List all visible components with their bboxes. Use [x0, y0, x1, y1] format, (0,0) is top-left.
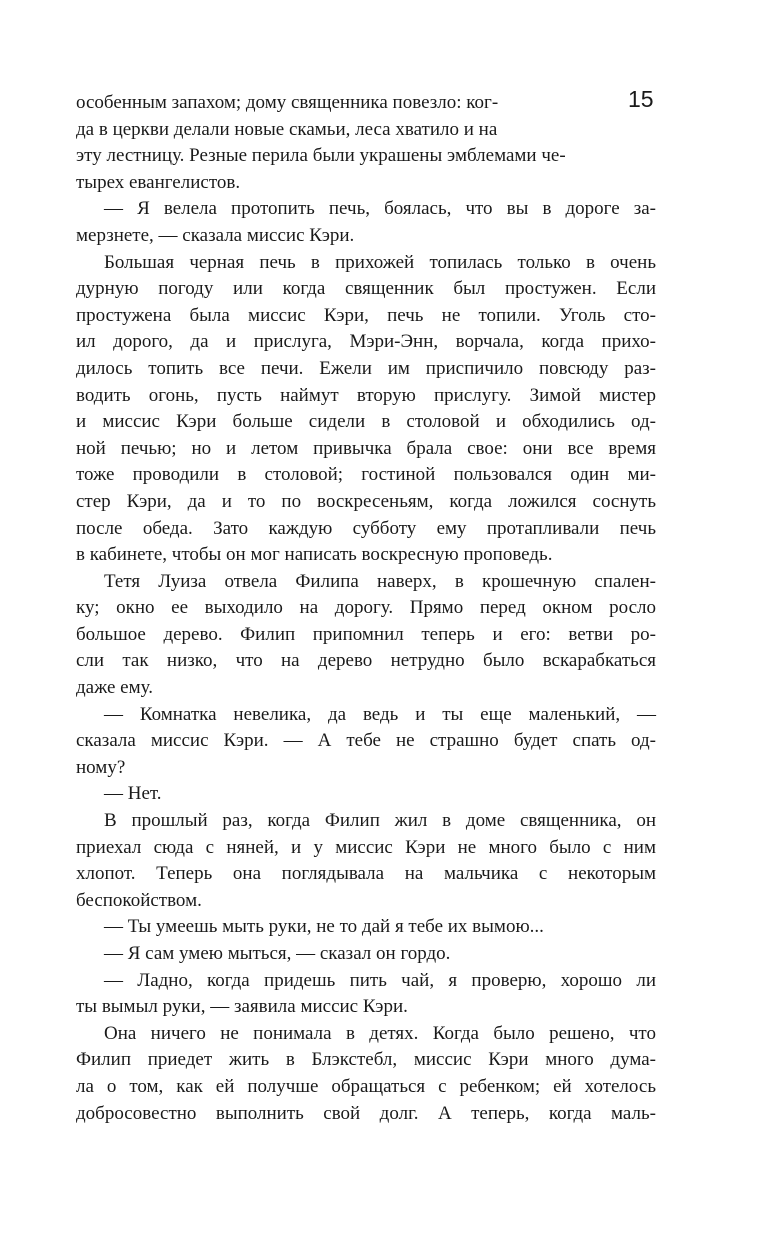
text-line: тоже проводили в столовой; гостиной пользовался один ми-	[76, 464, 656, 486]
text-line: большое дерево. Филип припомнил теперь и его: ветви ро-	[76, 623, 656, 645]
text-line: тырех евангелистов.	[76, 171, 241, 193]
text-line: Она ничего не понимала в детях. Когда было решено, что	[104, 1022, 656, 1044]
text-line: Большая черная печь в прихожей топилась только в очень	[104, 251, 656, 273]
text-line: в кабинете, чтобы он мог написать воскресную проповедь.	[76, 544, 553, 566]
page-number: 15	[628, 86, 654, 112]
text-line: мерзнете, — сказала миссис Кэри.	[76, 224, 355, 246]
text-line: ному?	[76, 756, 126, 778]
text-line: — Я сам умею мыться, — сказал он гордо.	[104, 943, 451, 964]
text-line: В прошлый раз, когда Филип жил в доме священника, он	[104, 810, 656, 832]
text-line: особенным запахом; дому священника повезло: ког-	[76, 92, 499, 113]
text-line: Тетя Луиза отвела Филипа наверх, в крошечную спален-	[104, 570, 656, 592]
text-line: ты вымыл руки, — заявила миссис Кэри.	[76, 996, 408, 1018]
text-line: — Комнатка невелика, да ведь и ты еще маленький, —	[104, 703, 656, 725]
text-line: добросовестно выполнить свой долг. А теперь, когда маль-	[76, 1102, 656, 1124]
text-line: — Нет.	[104, 783, 162, 805]
body-text	[76, 90, 656, 1127]
text-line: водить огонь, пусть наймут вторую прислугу. Зимой мистер	[76, 384, 656, 406]
text-line: после обеда. Зато каждую субботу ему протапливали печь	[76, 517, 656, 539]
text-line: ил дорого, да и прислуга, Мэри-Энн, ворчала, когда прихо-	[76, 331, 656, 353]
text-line: стер Кэри, да и то по воскресеньям, когда ложился соснуть	[76, 490, 656, 512]
text-line: даже ему.	[76, 677, 153, 699]
text-line: приехал сюда с няней, и у миссис Кэри не много было с ним	[76, 836, 656, 858]
text-line: Филип приедет жить в Блэкстебл, миссис Кэри много дума-	[76, 1049, 656, 1071]
text-line: сли так низко, что на дерево нетрудно было вскарабкаться	[76, 650, 656, 672]
text-line: — Ладно, когда придешь пить чай, я проверю, хорошо ли	[104, 969, 656, 991]
text-line: хлопот. Теперь она поглядывала на мальчика с некоторым	[76, 863, 656, 885]
text-line: ной печью; но и летом привычка брала свое: они все время	[76, 437, 656, 459]
text-line: сказала миссис Кэри. — А тебе не страшно будет спать од-	[76, 730, 656, 752]
text-line: дурную погоду или когда священник был простужен. Если	[76, 278, 656, 300]
text-line: дилось топить все печи. Ежели им приспичило повсюду раз-	[76, 357, 656, 379]
text-line: эту лестницу. Резные перила были украшены эмблемами че-	[76, 145, 566, 167]
text-line: ла о том, как ей получше обращаться с ребенком; ей хотелось	[76, 1075, 656, 1097]
text-line: простужена была миссис Кэри, печь не топили. Уголь сто-	[76, 304, 656, 326]
text-line: беспокойством.	[76, 889, 202, 911]
text-line: и миссис Кэри больше сидели в столовой и обходились од-	[76, 411, 656, 433]
text-line: — Ты умеешь мыть руки, не то дай я тебе их вымою...	[104, 916, 544, 938]
text-line: да в церкви делали новые скамьи, леса хватило и на	[76, 118, 498, 140]
text-line: — Я велела протопить печь, боялась, что вы в дороге за-	[104, 198, 656, 220]
text-line: ку; окно ее выходило на дорогу. Прямо перед окном росло	[76, 597, 656, 619]
